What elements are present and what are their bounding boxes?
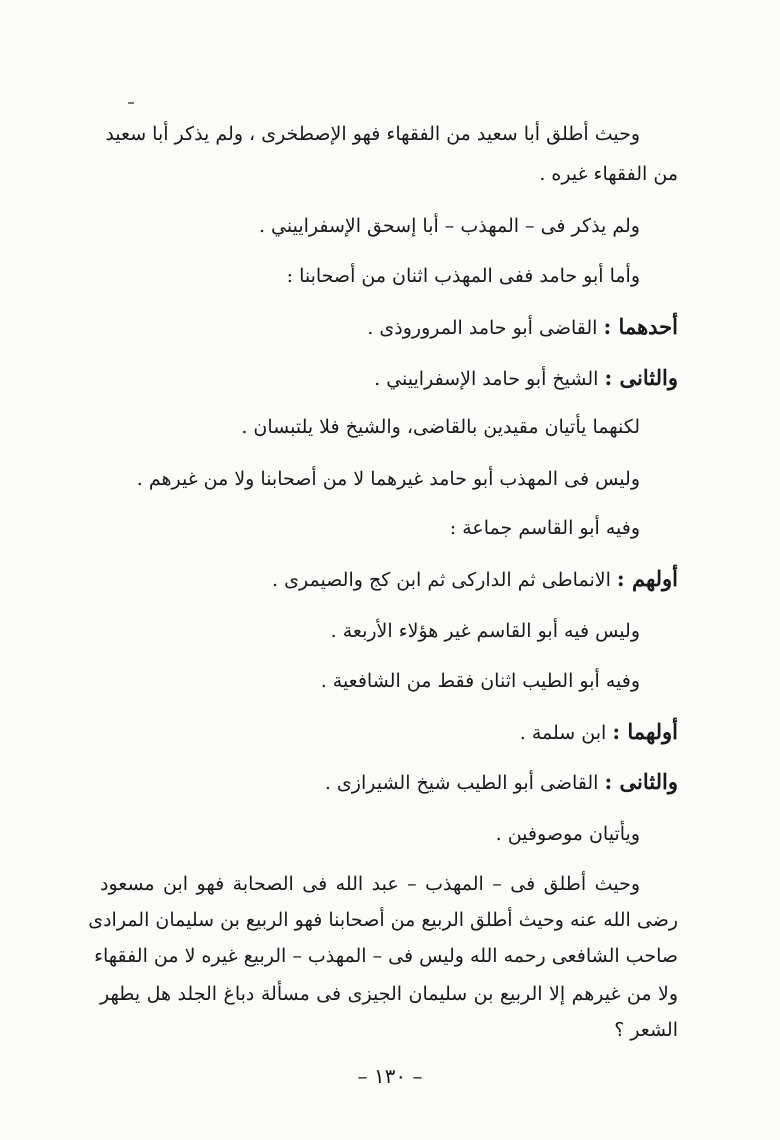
text-line <box>325 768 678 797</box>
text-line: وليس فيه أبو القاسم غير هؤلاء الأربعة . <box>330 620 640 642</box>
text-line: لكنهما يأتيان مقيدين بالقاضى، والشيخ فلا يلتبسان . <box>241 416 640 438</box>
text-line: الشعر ؟ <box>614 1019 678 1041</box>
text-line: ولا من غيرهم إلا الربيع بن سليمان الجيزى فى مسألة دباغ الجلد هل يطهر <box>100 983 678 1005</box>
text-line <box>367 313 678 342</box>
line-lead: والثانى : <box>604 365 678 390</box>
text-line: وحيث أطلق أبا سعيد من الفقهاء فهو الإصطخرى ، ولم يذكر أبا سعيد <box>105 123 640 145</box>
ink-speck <box>128 102 134 104</box>
text-line: ويأتيان موصوفين . <box>495 823 640 845</box>
line-lead: والثانى : <box>604 769 678 794</box>
text-line: وفيه أبو الطيب اثنان فقط من الشافعية . <box>320 670 640 692</box>
text-line: ولم يذكر فى – المهذب – أبا إسحق الإسفراييني . <box>258 215 640 237</box>
line-text: القاضى أبو الطيب شيخ الشيرازى . <box>324 772 605 794</box>
text-line: وأما أبو حامد ففى المهذب اثنان من أصحابنا : <box>286 265 640 287</box>
line-text: القاضى أبو حامد المروروذى . <box>367 317 604 339</box>
text-line <box>272 565 678 594</box>
line-text: ابن سلمة . <box>519 722 613 744</box>
text-line: صاحب الشافعى رحمه الله وليس فى – المهذب – الربيع غيره لا من الفقهاء <box>94 945 678 967</box>
line-lead: أحدهما : <box>603 314 678 339</box>
page-number: – ١٣٠ – <box>357 1064 423 1088</box>
text-line <box>520 718 678 747</box>
text-line: وفيه أبو القاسم جماعة : <box>449 517 640 539</box>
text-line: رضى الله عنه وحيث أطلق الربيع من أصحابنا فهو الربيع بن سليمان المرادى <box>88 909 678 931</box>
text-line: من الفقهاء غيره . <box>539 163 678 185</box>
line-lead: أولهم : <box>616 566 678 591</box>
line-text: الشيخ أبو حامد الإسفراييني . <box>374 368 605 390</box>
text-line: وحيث أطلق فى – المهذب – عبد الله فى الصحابة فهو ابن مسعود <box>100 873 640 895</box>
line-text: الانماطى ثم الداركى ثم ابن كج والصيمرى . <box>272 569 617 591</box>
text-line: وليس فى المهذب أبو حامد غيرهما لا من أصحابنا ولا من غيرهم . <box>136 468 640 490</box>
text-line <box>374 364 678 393</box>
line-lead: أولهما : <box>612 719 678 744</box>
